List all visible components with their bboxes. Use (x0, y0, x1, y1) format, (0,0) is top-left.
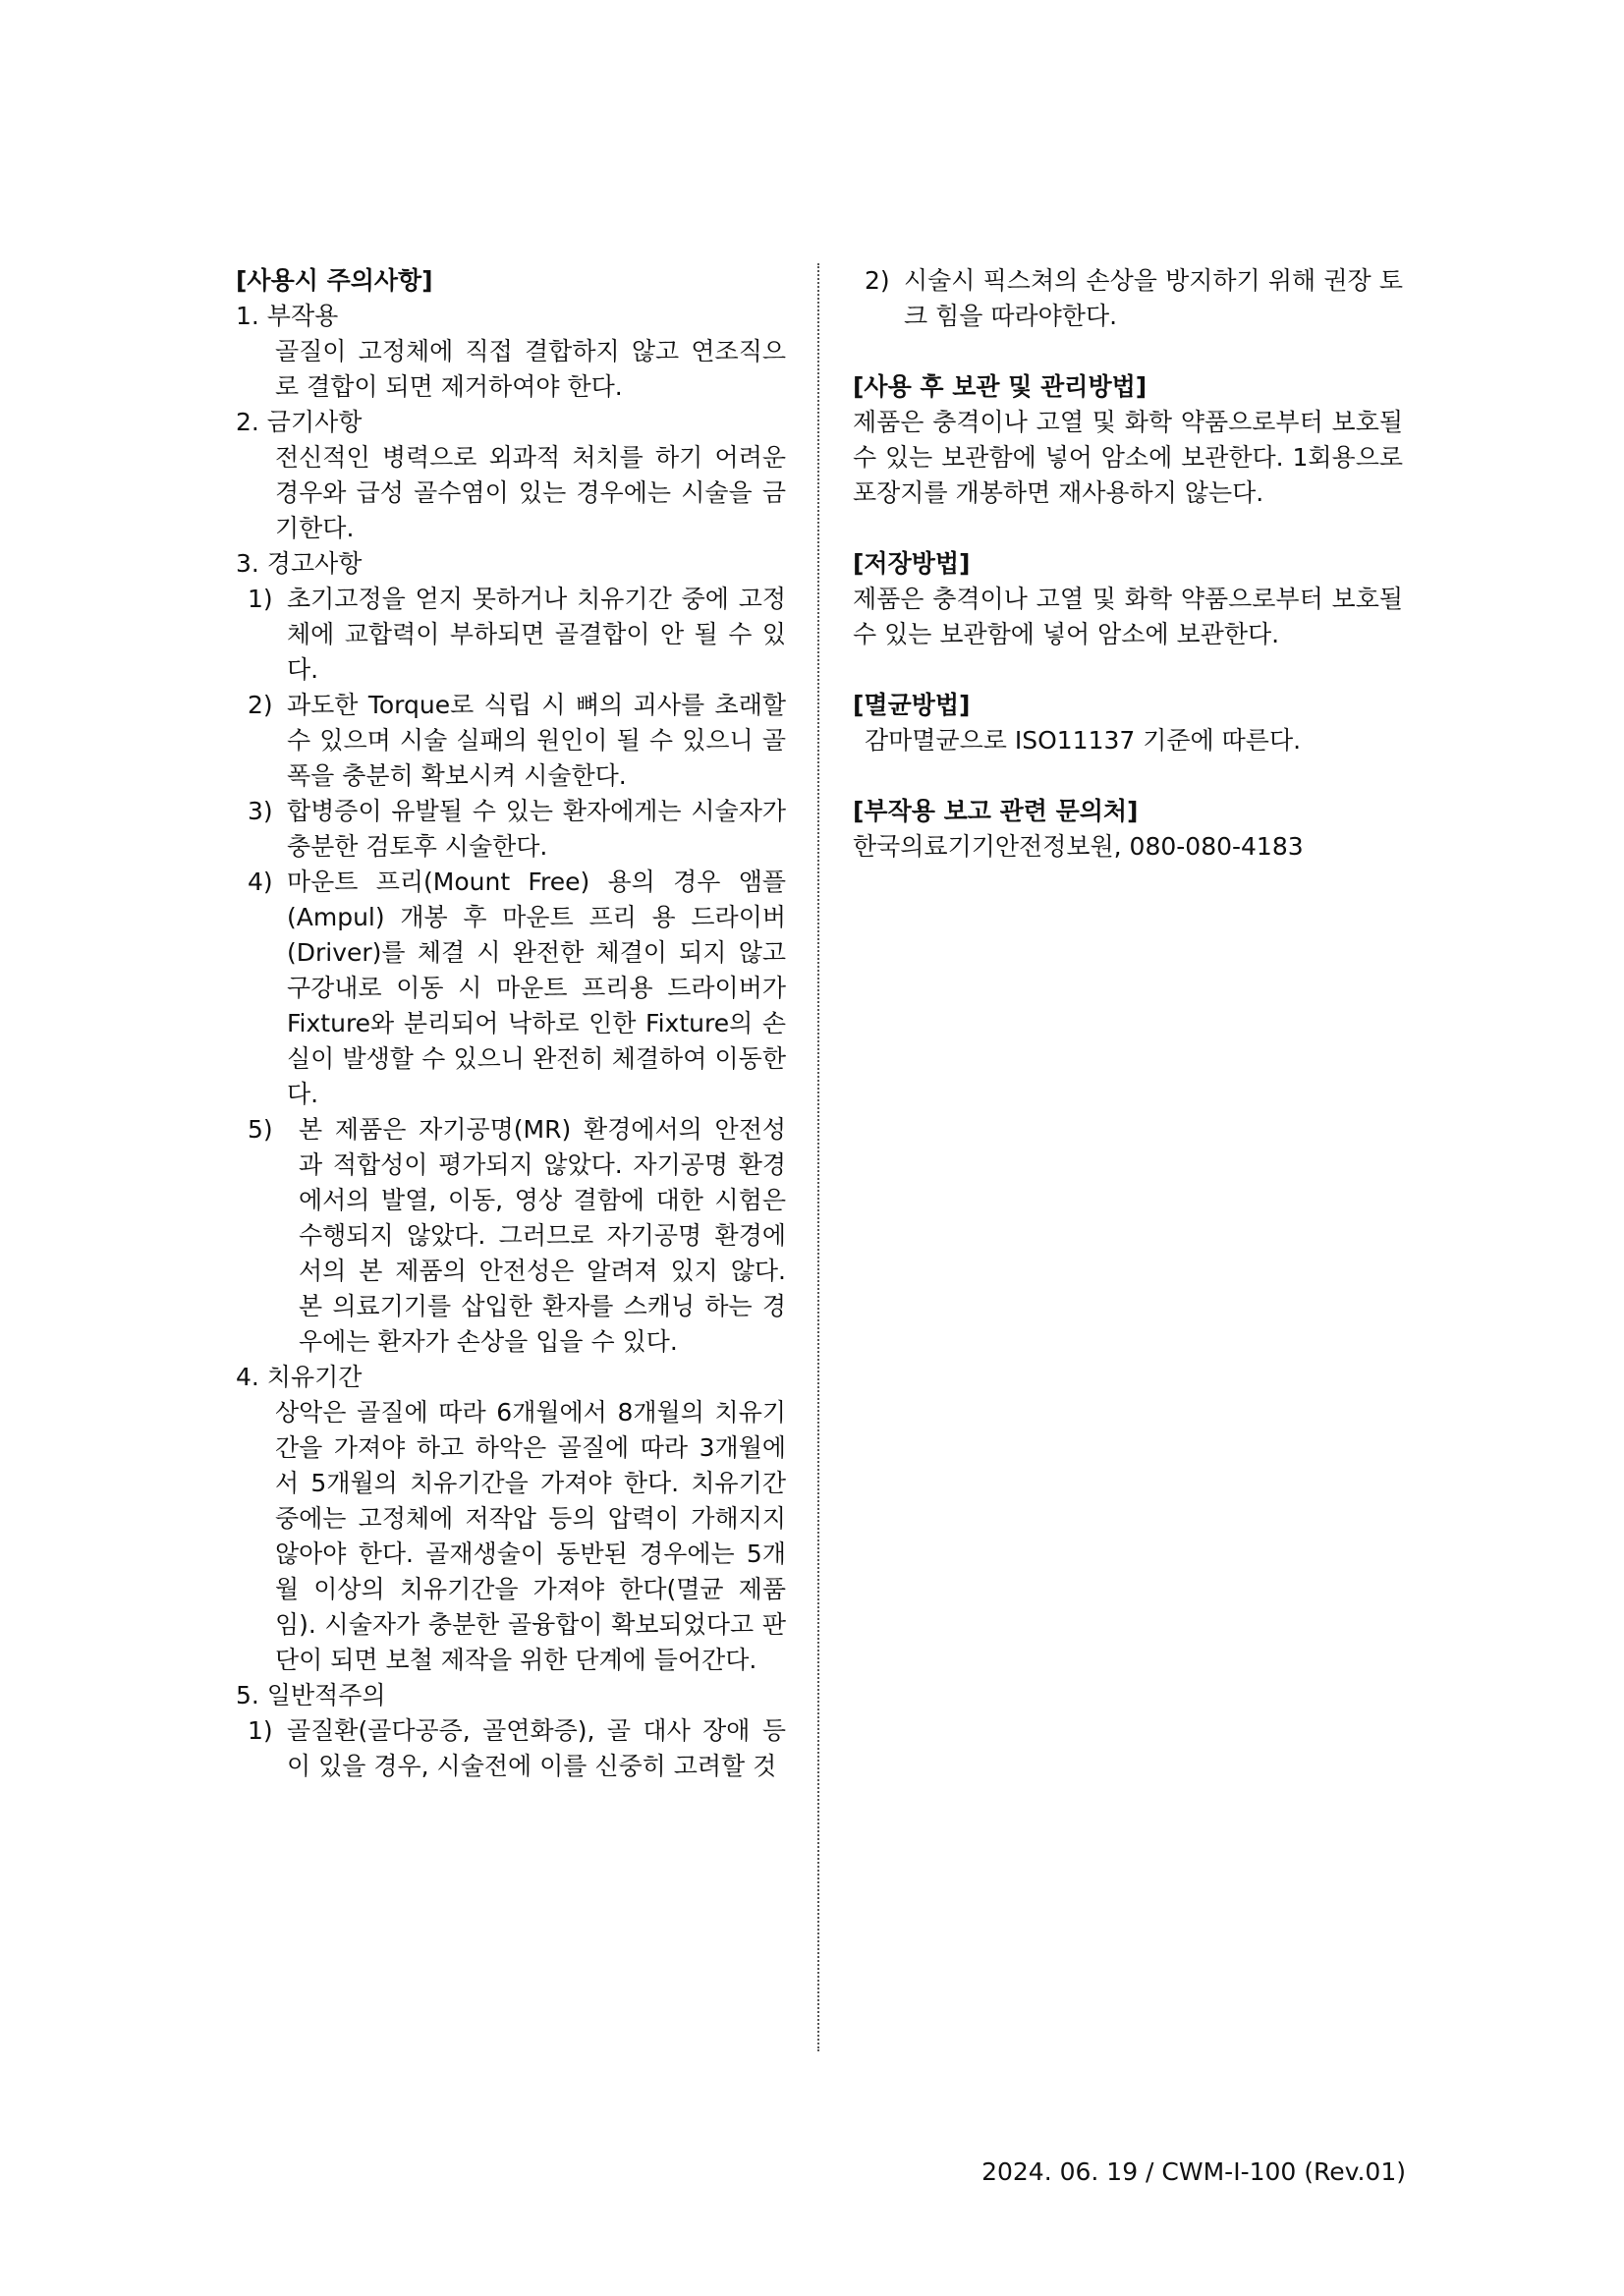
healing-period-title: 4. 치유기간 (236, 1363, 363, 1391)
left-column (236, 263, 786, 1784)
warning-item-number: 3) (248, 797, 273, 825)
side-effects-title: 1. 부작용 (236, 302, 339, 330)
column-divider (817, 263, 819, 2051)
general-caution-item (853, 263, 1403, 334)
general-caution-text: 골질환(골다공증, 골연화증), 골 대사 장애 등이 있을 경우, 시술전에 이를 신중히 고려할 것 (287, 1716, 786, 1780)
adverse-report-heading: [부작용 보고 관련 문의처] (853, 797, 1139, 825)
general-cautions-title: 5. 일반적주의 (236, 1681, 386, 1709)
sterilization-heading: [멸균방법] (853, 691, 971, 719)
storage-method-heading: [저장방법] (853, 549, 971, 578)
general-caution-number: 1) (248, 1716, 273, 1745)
warning-item-number: 4) (248, 868, 273, 896)
warning-item-number: 1) (248, 585, 273, 613)
warnings-title: 3. 경고사항 (236, 549, 363, 578)
document-footer: 2024. 06. 19 / CWM-I-100 (Rev.01) (981, 2157, 1406, 2186)
precautions-heading: [사용시 주의사항] (236, 266, 433, 295)
adverse-report-contact: 한국의료기기안전정보원, 080-080-4183 (853, 832, 1304, 861)
contraindications-body: 전신적인 병력으로 외과적 처치를 하기 어려운 경우와 급성 골수염이 있는 경우에는 시술을 금기한다. (275, 443, 786, 542)
warning-item (236, 582, 786, 688)
sterilization-body: 감마멸균으로 ISO11137 기준에 따른다. (865, 726, 1302, 755)
warning-item (236, 865, 786, 1112)
warning-item-text: 마운트 프리(Mount Free) 용의 경우 앰플(Ampul) 개봉 후 마운트 프리 용 드라이버 (Driver)를 체결 시 완전한 체결이 되지 않고 구강내로 이동 시 마운트 프리용 드라이버가 Fixture와 분리되어 낙하로 인한 Fixture의 손실이 발생할 수 있으니 완전히 체결하여 이동한다. (287, 868, 786, 1108)
general-caution-number: 2) (865, 266, 890, 295)
side-effects-body: 골질이 고정체에 직접 결합하지 않고 연조직으로 결합이 되면 제거하여야 한다. (275, 337, 786, 401)
warning-item-text: 과도한 Torque로 식립 시 뼈의 괴사를 초래할 수 있으며 시술 실패의 원인이 될 수 있으니 골폭을 충분히 확보시켜 시술한다. (287, 691, 786, 790)
warning-item-number: 5) (248, 1115, 273, 1144)
right-column (853, 263, 1403, 865)
general-caution-item (236, 1713, 786, 1784)
warning-item-number: 2) (248, 691, 273, 719)
warning-item-text: 본 제품은 자기공명(MR) 환경에서의 안전성과 적합성이 평가되지 않았다. 자기공명 환경에서의 발열, 이동, 영상 결함에 대한 시험은 수행되지 않았다. 그러므로 자기공명 환경에서의 본 제품의 안전성은 알려져 있지 않다. 본 의료기기를 삽입한 환자를 스캐닝 하는 경우에는 환자가 손상을 입을 수 있다. (299, 1115, 786, 1356)
contraindications-title: 2. 금기사항 (236, 408, 363, 436)
storage-after-use-body: 제품은 충격이나 고열 및 화학 약품으로부터 보호될 수 있는 보관함에 넣어 암소에 보관한다. 1회용으로 포장지를 개봉하면 재사용하지 않는다. (853, 408, 1403, 507)
storage-method-body: 제품은 충격이나 고열 및 화학 약품으로부터 보호될 수 있는 보관함에 넣어 암소에 보관한다. (853, 585, 1403, 648)
general-caution-text: 시술시 픽스쳐의 손상을 방지하기 위해 권장 토크 힘을 따라야한다. (904, 266, 1403, 330)
warning-item (236, 688, 786, 794)
warning-item (236, 794, 786, 865)
healing-period-body: 상악은 골질에 따라 6개월에서 8개월의 치유기간을 가져야 하고 하악은 골질에 따라 3개월에서 5개월의 치유기간을 가져야 한다. 치유기간 중에는 고정체에 저작압 등의 압력이 가해지지 않아야 한다. 골재생술이 동반된 경우에는 5개월 이상의 치유기간을 가져야 한다(멸균 제품임). 시술자가 충분한 골융합이 확보되었다고 판단이 되면 보철 제작을 위한 단계에 들어간다. (275, 1398, 786, 1674)
warning-item (236, 1112, 786, 1360)
warning-item-text: 합병증이 유발될 수 있는 환자에게는 시술자가 충분한 검토후 시술한다. (287, 797, 786, 861)
storage-after-use-heading: [사용 후 보관 및 관리방법] (853, 372, 1148, 401)
warning-item-text: 초기고정을 얻지 못하거나 치유기간 중에 고정체에 교합력이 부하되면 골결합이 안 될 수 있다. (287, 585, 786, 684)
